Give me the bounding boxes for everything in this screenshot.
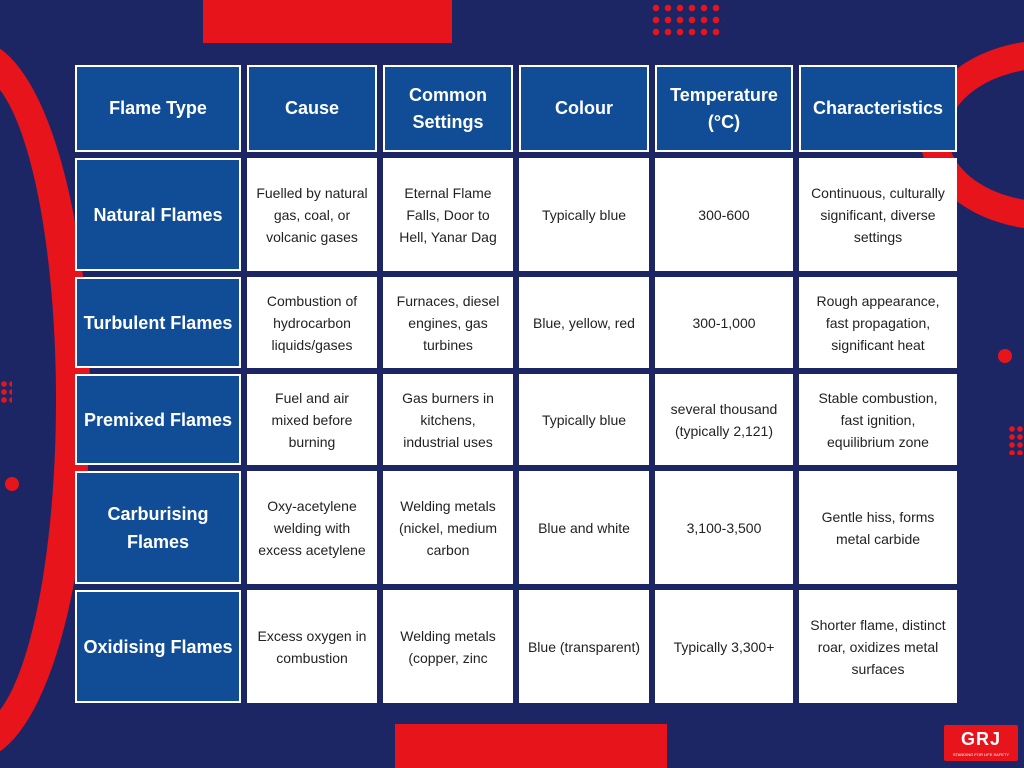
flame-types-table	[69, 59, 963, 709]
red-dot-right	[998, 349, 1012, 363]
cell-temperature: 3,100-3,500	[655, 471, 793, 584]
grj-logo	[944, 725, 1018, 761]
top-red-bar	[203, 0, 452, 43]
table-header-row	[75, 65, 957, 152]
cell-settings: Welding metals (nickel, medium carbon	[383, 471, 513, 584]
header-flame-type: Flame Type	[75, 65, 241, 152]
cell-characteristics: Rough appearance, fast propagation, significant heat	[799, 277, 957, 368]
cell-colour: Typically blue	[519, 374, 649, 465]
header-temperature: Temperature (°C)	[655, 65, 793, 152]
header-cause: Cause	[247, 65, 377, 152]
dot-pattern-right	[1008, 425, 1024, 455]
cell-colour: Blue, yellow, red	[519, 277, 649, 368]
row-flame-type: Turbulent Flames	[75, 277, 241, 368]
cell-cause: Combustion of hydrocarbon liquids/gases	[247, 277, 377, 368]
cell-characteristics: Shorter flame, distinct roar, oxidizes metal surfaces	[799, 590, 957, 703]
table-row	[75, 374, 957, 465]
cell-cause: Oxy-acetylene welding with excess acetylene	[247, 471, 377, 584]
cell-temperature: 300-1,000	[655, 277, 793, 368]
cell-characteristics: Continuous, culturally significant, diverse settings	[799, 158, 957, 271]
cell-temperature: several thousand (typically 2,121)	[655, 374, 793, 465]
cell-cause: Excess oxygen in combustion	[247, 590, 377, 703]
row-flame-type: Premixed Flames	[75, 374, 241, 465]
cell-cause: Fuel and air mixed before burning	[247, 374, 377, 465]
row-flame-type: Carburising Flames	[75, 471, 241, 584]
header-colour: Colour	[519, 65, 649, 152]
table-row	[75, 471, 957, 584]
logo-text: GRJ	[960, 729, 1001, 749]
cell-colour: Blue and white	[519, 471, 649, 584]
table-row	[75, 590, 957, 703]
cell-temperature: 300-600	[655, 158, 793, 271]
bottom-red-bar	[395, 724, 667, 768]
table-row	[75, 277, 957, 368]
table-row	[75, 158, 957, 271]
header-characteristics: Characteristics	[799, 65, 957, 152]
cell-temperature: Typically 3,300+	[655, 590, 793, 703]
cell-characteristics: Gentle hiss, forms metal carbide	[799, 471, 957, 584]
cell-colour: Typically blue	[519, 158, 649, 271]
cell-settings: Eternal Flame Falls, Door to Hell, Yanar Dag	[383, 158, 513, 271]
red-dot-left	[5, 477, 19, 491]
cell-characteristics: Stable combustion, fast ignition, equilibrium zone	[799, 374, 957, 465]
header-common-settings: Common Settings	[383, 65, 513, 152]
cell-settings: Furnaces, diesel engines, gas turbines	[383, 277, 513, 368]
cell-settings: Gas burners in kitchens, industrial uses	[383, 374, 513, 465]
cell-colour: Blue (transparent)	[519, 590, 649, 703]
row-flame-type: Natural Flames	[75, 158, 241, 271]
dot-pattern-left	[0, 380, 12, 404]
cell-cause: Fuelled by natural gas, coal, or volcanic gases	[247, 158, 377, 271]
logo-tagline: STANDING FOR LIFE SAFETY	[952, 752, 1010, 757]
cell-settings: Welding metals (copper, zinc	[383, 590, 513, 703]
row-flame-type: Oxidising Flames	[75, 590, 241, 703]
dot-pattern-top	[650, 2, 725, 38]
